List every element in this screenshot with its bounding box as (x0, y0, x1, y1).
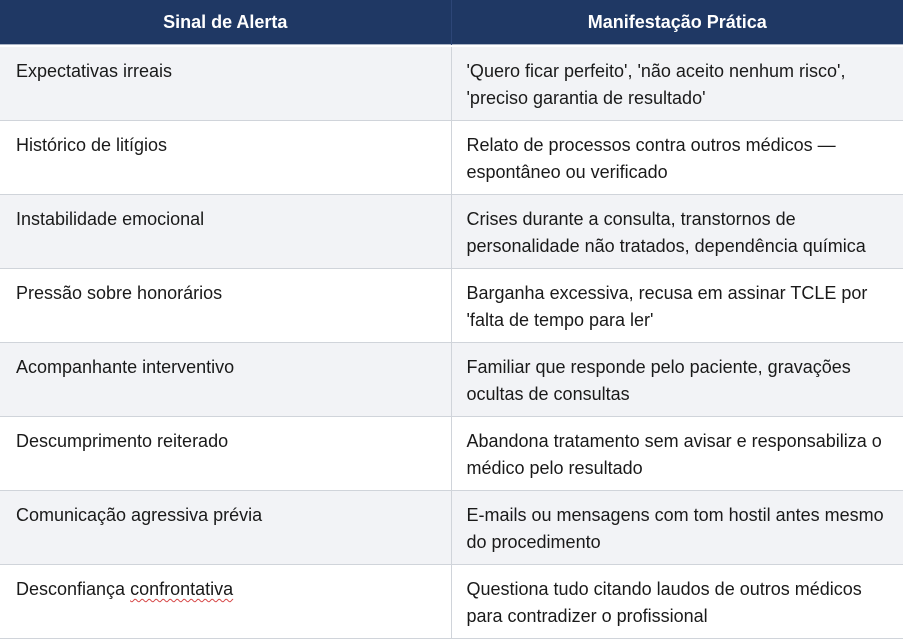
header-manifestacao-pratica: Manifestação Prática (451, 0, 903, 46)
table-row (0, 269, 903, 343)
cell-sinal: Expectativas irreais (0, 46, 451, 121)
header-row (0, 0, 903, 46)
table-row (0, 46, 903, 121)
cell-sinal: Comunicação agressiva prévia (0, 491, 451, 565)
table-row (0, 343, 903, 417)
cell-manifestacao: E-mails ou mensagens com tom hostil antes mesmo do procedimento (451, 491, 903, 565)
cell-manifestacao: Relato de processos contra outros médicos — espontâneo ou verificado (451, 121, 903, 195)
cell-manifestacao: Questiona tudo citando laudos de outros médicos para contradizer o profissional (451, 565, 903, 639)
table-row (0, 565, 903, 639)
cell-sinal: Histórico de litígios (0, 121, 451, 195)
cell-manifestacao: Crises durante a consulta, transtornos de personalidade não tratados, dependência química (451, 195, 903, 269)
cell-sinal: Acompanhante interventivo (0, 343, 451, 417)
cell-manifestacao: Familiar que responde pelo paciente, gravações ocultas de consultas (451, 343, 903, 417)
spellcheck-flagged-word: confrontativa (130, 579, 234, 599)
cell-sinal (0, 565, 451, 639)
cell-sinal: Pressão sobre honorários (0, 269, 451, 343)
table-row (0, 121, 903, 195)
cell-sinal: Descumprimento reiterado (0, 417, 451, 491)
cell-sinal-text: Desconfiança (16, 579, 126, 599)
table-body (0, 46, 903, 639)
header-sinal-de-alerta: Sinal de Alerta (0, 0, 451, 46)
table-row (0, 195, 903, 269)
table-row (0, 417, 903, 491)
cell-manifestacao: Abandona tratamento sem avisar e responsabiliza o médico pelo resultado (451, 417, 903, 491)
cell-sinal: Instabilidade emocional (0, 195, 451, 269)
cell-manifestacao: Barganha excessiva, recusa em assinar TCLE por 'falta de tempo para ler' (451, 269, 903, 343)
cell-manifestacao: 'Quero ficar perfeito', 'não aceito nenhum risco', 'preciso garantia de resultado' (451, 46, 903, 121)
table-header (0, 0, 903, 46)
table-row (0, 491, 903, 565)
